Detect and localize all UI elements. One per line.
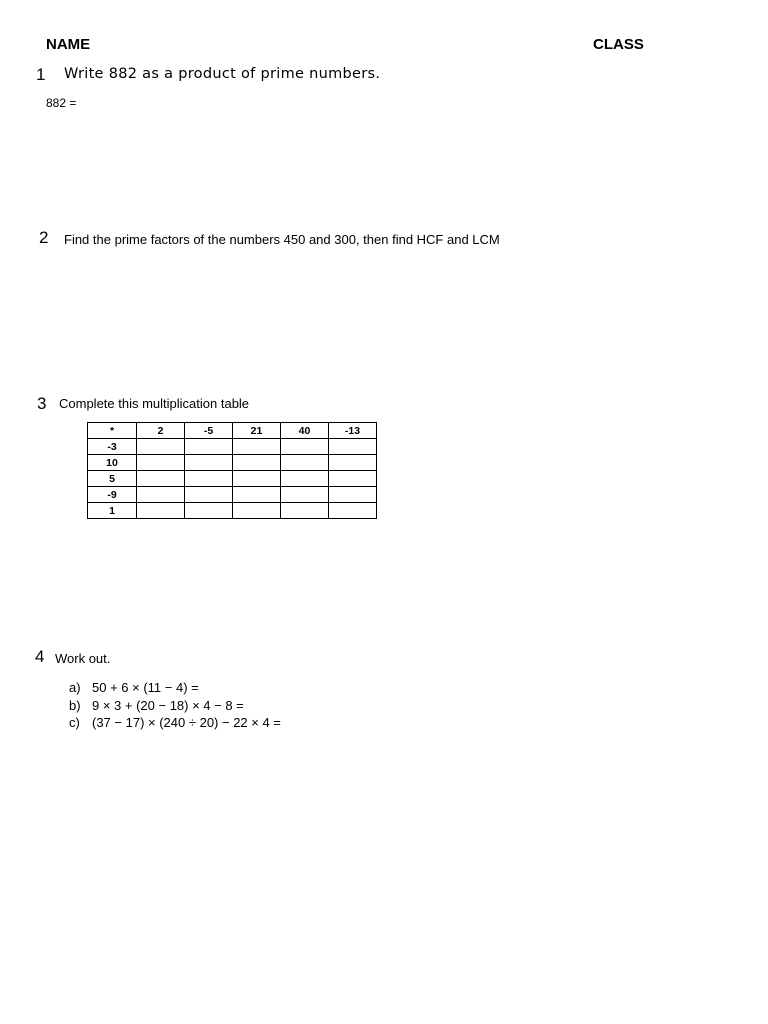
question-2-number: 2 (39, 228, 49, 247)
answer-cell[interactable] (233, 439, 281, 455)
answer-cell[interactable] (137, 487, 185, 503)
answer-cell[interactable] (137, 439, 185, 455)
table-row (88, 439, 377, 455)
class-label: CLASS (593, 36, 644, 53)
question-4-parts-list (69, 679, 281, 732)
answer-cell[interactable] (185, 503, 233, 519)
table-corner-cell: * (88, 423, 137, 439)
question-1-number: 1 (36, 65, 46, 84)
question-1-text: Write 882 as a product of prime numbers. (64, 66, 381, 82)
table-column-header: -13 (329, 423, 377, 439)
answer-cell[interactable] (329, 439, 377, 455)
answer-cell[interactable] (233, 487, 281, 503)
answer-cell[interactable] (233, 503, 281, 519)
part-label: b) (69, 697, 81, 713)
answer-cell[interactable] (281, 439, 329, 455)
table-row (88, 503, 377, 519)
table-row (88, 455, 377, 471)
answer-cell[interactable] (281, 471, 329, 487)
part-label: c) (69, 715, 80, 731)
question-4-text: Work out. (55, 651, 111, 666)
part-expression: (37 − 17) × (240 ÷ 20) − 22 × 4 = (92, 715, 281, 731)
table-row-header: -3 (88, 439, 137, 455)
list-item (69, 714, 281, 732)
table-column-header: 2 (137, 423, 185, 439)
question-1-answer-start: 882 = (46, 96, 77, 110)
answer-cell[interactable] (233, 455, 281, 471)
answer-cell[interactable] (185, 471, 233, 487)
table-column-header: -5 (185, 423, 233, 439)
answer-cell[interactable] (281, 487, 329, 503)
table-row (88, 471, 377, 487)
answer-cell[interactable] (233, 471, 281, 487)
answer-cell[interactable] (137, 455, 185, 471)
answer-cell[interactable] (329, 487, 377, 503)
answer-cell[interactable] (281, 455, 329, 471)
question-3-text: Complete this multiplication table (59, 396, 250, 411)
table-row-header: -9 (88, 487, 137, 503)
answer-cell[interactable] (329, 455, 377, 471)
answer-cell[interactable] (185, 455, 233, 471)
table-column-header: 40 (281, 423, 329, 439)
multiplication-table (87, 422, 377, 519)
answer-cell[interactable] (329, 503, 377, 519)
name-label: NAME (46, 36, 91, 53)
list-item (69, 697, 281, 715)
table-row-header: 1 (88, 503, 137, 519)
answer-cell[interactable] (137, 503, 185, 519)
list-item (69, 679, 281, 697)
table-column-header: 21 (233, 423, 281, 439)
answer-cell[interactable] (137, 471, 185, 487)
table-header-row (88, 423, 377, 439)
table-row-header: 5 (88, 471, 137, 487)
answer-cell[interactable] (281, 503, 329, 519)
table-row (88, 487, 377, 503)
table-row-header: 10 (88, 455, 137, 471)
answer-cell[interactable] (329, 471, 377, 487)
part-label: a) (69, 680, 81, 696)
question-2-text: Find the prime factors of the numbers 450 and 300, then find HCF and LCM (64, 232, 500, 247)
answer-cell[interactable] (185, 487, 233, 503)
answer-cell[interactable] (185, 439, 233, 455)
question-3-number: 3 (37, 394, 47, 413)
question-4-number: 4 (35, 647, 45, 666)
part-expression: 50 + 6 × (11 − 4) = (92, 680, 199, 696)
part-expression: 9 × 3 + (20 − 18) × 4 − 8 = (92, 697, 244, 713)
